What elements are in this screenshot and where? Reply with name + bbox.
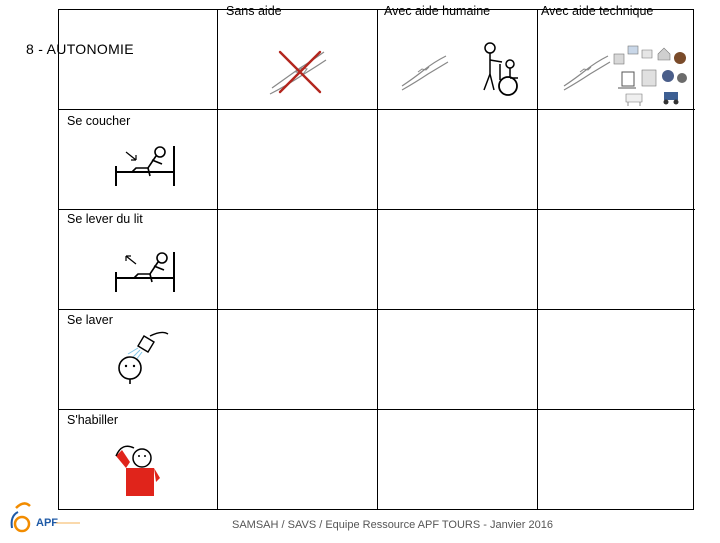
dressing-icon: [112, 438, 168, 498]
apf-logo-text: APF: [36, 517, 58, 529]
header-aide-humaine: Avec aide humaine: [384, 4, 491, 18]
technical-aids-collage-icon: [612, 42, 690, 106]
wheelchair-helper-icon: [476, 40, 526, 102]
row-label-se-coucher: Se coucher: [67, 114, 131, 128]
getting-up-from-bed-icon: [112, 244, 178, 294]
column-divider: [377, 10, 378, 509]
row-label-se-laver: Se laver: [67, 313, 113, 327]
row-label-s-habiller: S'habiller: [67, 413, 119, 427]
header-aide-technique: Avec aide technique: [541, 4, 654, 18]
section-title: 8 - AUTONOMIE: [26, 41, 134, 57]
footer-text: SAMSAH / SAVS / Equipe Ressource APF TOURS - Janvier 2016: [232, 519, 553, 531]
row-divider: [59, 309, 695, 310]
column-divider: [217, 10, 218, 509]
apf-logo-icon: [6, 498, 86, 538]
apf-logo: [6, 498, 86, 538]
row-label-se-lever: Se lever du lit: [67, 212, 143, 226]
row-divider: [59, 409, 695, 410]
shower-icon: [110, 328, 174, 390]
helping-hands-icon-2: [560, 50, 612, 92]
lying-down-in-bed-icon: [112, 140, 178, 188]
row-divider: [59, 209, 695, 210]
helping-hands-icon: [398, 50, 450, 92]
column-divider: [537, 10, 538, 509]
header-sans-aide: Sans aide: [226, 4, 282, 18]
no-help-hands-icon: [266, 38, 332, 100]
row-divider: [59, 109, 695, 110]
